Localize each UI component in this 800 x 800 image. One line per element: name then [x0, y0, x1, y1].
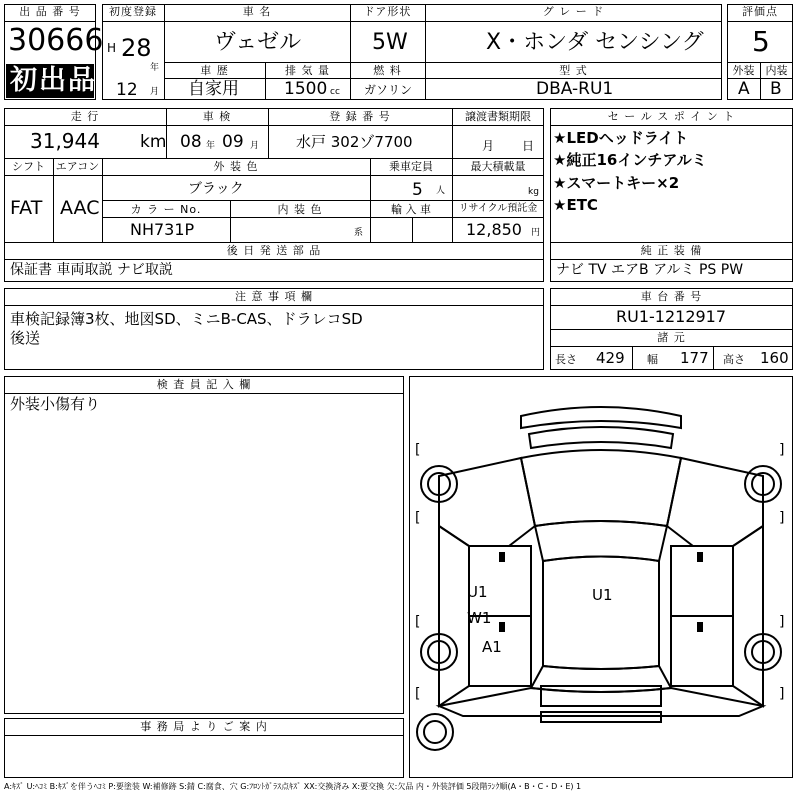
width: 177: [680, 349, 709, 367]
interior-color-label: 内 装 色: [277, 203, 323, 216]
shift-label: シフト: [12, 160, 45, 173]
color-no: NH731P: [130, 220, 195, 239]
model: DBA-RU1: [536, 79, 614, 99]
first-reg-label: 初度登録: [109, 5, 157, 18]
equipment-label: 純 正 装 備: [640, 244, 703, 257]
notes-line-1: 車検記録簿3枚、地図SD、ミニB-CAS、ドラレコSD: [10, 310, 363, 328]
later-label: 後 日 発 送 部 品: [226, 244, 322, 257]
mileage-label: 走 行: [70, 110, 100, 123]
svg-text:]: ]: [779, 614, 785, 630]
mileage: 31,944: [30, 129, 100, 153]
color: ブラック: [188, 181, 244, 197]
inspection-label: 車 検: [202, 110, 232, 123]
lot-label: 出 品 番 号: [19, 5, 81, 18]
inspector-label: 検 査 員 記 入 欄: [156, 378, 252, 391]
damage-mark-w1: W1: [467, 609, 492, 627]
recycle-unit: 円: [531, 228, 541, 238]
import-label: 輸 入 車: [391, 203, 431, 216]
length-label: 長さ: [555, 353, 577, 366]
length: 429: [596, 349, 625, 367]
car-name: ヴェゼル: [214, 30, 302, 55]
notes-label: 注 意 事 項 欄: [235, 290, 313, 303]
legend-text: A:ｷｽﾞ U:ﾍｺﾐ B:ｷｽﾞを伴うﾍｺﾐ P:要塗装 W:補修跡 S:錆 C:腐食、穴 G:ﾌﾛﾝﾄｶﾞﾗｽ点ｷｽﾞ XX:交換済み X:要交換 欠:欠品 内・外装評価 5段階ﾗﾝｸ順(A・B・C・D・E) 1: [4, 782, 582, 791]
reg-label: 登 録 番 号: [329, 110, 391, 123]
year-suffix: 年: [150, 63, 160, 73]
exterior-label: 外装: [732, 64, 755, 77]
door-label: ドア形状: [363, 5, 412, 18]
height-label: 高さ: [723, 353, 745, 366]
inspection-month: 09: [222, 132, 244, 152]
month-suffix: 月: [150, 87, 160, 97]
load-unit: kg: [528, 187, 539, 197]
reg-number: 水戸 302ゾ7700: [296, 133, 413, 151]
svg-text:[: [: [415, 442, 421, 458]
car-name-label: 車 名: [242, 5, 272, 18]
history-label: 車 歴: [200, 64, 229, 77]
ac-label: エアコン: [55, 160, 100, 173]
transfer-label: 譲渡書類期限: [465, 110, 531, 123]
svg-text:[: [: [415, 510, 421, 526]
exterior-grade: A: [738, 79, 750, 99]
selling-point-4: ★ETC: [553, 196, 598, 214]
displacement-unit: cc: [330, 87, 340, 97]
inspector-text: 外装小傷有り: [10, 395, 101, 413]
capacity: 5: [412, 180, 423, 200]
history: 自家用: [188, 79, 239, 99]
month-num: 12: [116, 80, 138, 100]
era: H: [107, 41, 117, 55]
inspector-box: [4, 376, 404, 714]
grade-label: グ レ ー ド: [542, 5, 605, 18]
interior-label: 内装: [765, 64, 788, 77]
chassis: RU1-1212917: [616, 307, 727, 326]
office-label: 事 務 局 よ り ご 案 内: [140, 720, 268, 733]
mileage-unit: km: [140, 132, 167, 152]
lot-number: 30666: [8, 23, 104, 58]
chassis-label: 車 台 番 号: [640, 290, 703, 303]
capacity-unit: 人: [436, 186, 446, 196]
capacity-label: 乗車定員: [389, 160, 433, 173]
grade: X・ホンダ センシング: [486, 30, 704, 55]
inspection-year-unit: 年: [206, 141, 216, 151]
color-no-label: カ ラ ー No.: [130, 203, 202, 216]
equipment: ナビ TV エアB アルミ PS PW: [556, 262, 744, 278]
fuel: ガソリン: [364, 83, 413, 97]
damage-mark-u1-roof: U1: [592, 586, 613, 604]
score-label: 評価点: [742, 5, 778, 18]
selling-label: セ ー ル ス ポ イ ン ト: [607, 110, 736, 123]
year-num: 28: [121, 34, 152, 62]
inspection-month-unit: 月: [250, 141, 260, 151]
recycle-label: リサイクル預託金: [458, 203, 538, 214]
load-label: 最大積載量: [470, 160, 526, 173]
damage-mark-u1-left: U1: [467, 583, 488, 601]
model-label: 型 式: [559, 64, 588, 77]
transfer-month: 月: [482, 139, 495, 153]
damage-mark-a1: A1: [482, 638, 502, 656]
ac: AAC: [60, 197, 100, 219]
recycle: 12,850: [466, 220, 522, 239]
spec-label: 諸 元: [657, 331, 686, 344]
selling-point-2: ★純正16インチアルミ: [553, 151, 707, 169]
selling-point-1: ★LEDヘッドライト: [553, 129, 689, 147]
interior-color-suffix: 系: [354, 228, 364, 238]
inspection-year: 08: [180, 132, 202, 152]
fuel-label: 燃 料: [373, 64, 402, 77]
notes-line-2: 後送: [10, 329, 41, 347]
svg-text:]: ]: [779, 442, 785, 458]
svg-text:]: ]: [779, 686, 785, 702]
interior-grade: B: [770, 79, 782, 99]
width-label: 幅: [647, 353, 658, 366]
car-diagram: [409, 376, 793, 778]
displacement: 1500: [284, 79, 328, 99]
transfer-day: 日: [522, 139, 535, 153]
later-parts: 保証書 車両取説 ナビ取説: [10, 262, 173, 278]
selling-point-3: ★スマートキー×2: [553, 174, 680, 192]
svg-text:[: [: [415, 686, 421, 702]
first-listing-text: 初出品: [10, 65, 97, 96]
svg-text:[: [: [415, 614, 421, 630]
height: 160: [760, 349, 789, 367]
color-label: 外 装 色: [213, 160, 259, 173]
door: 5W: [372, 30, 408, 55]
shift: FAT: [10, 197, 43, 219]
score: 5: [752, 25, 770, 58]
svg-text:]: ]: [779, 510, 785, 526]
displacement-label: 排 気 量: [285, 64, 330, 77]
